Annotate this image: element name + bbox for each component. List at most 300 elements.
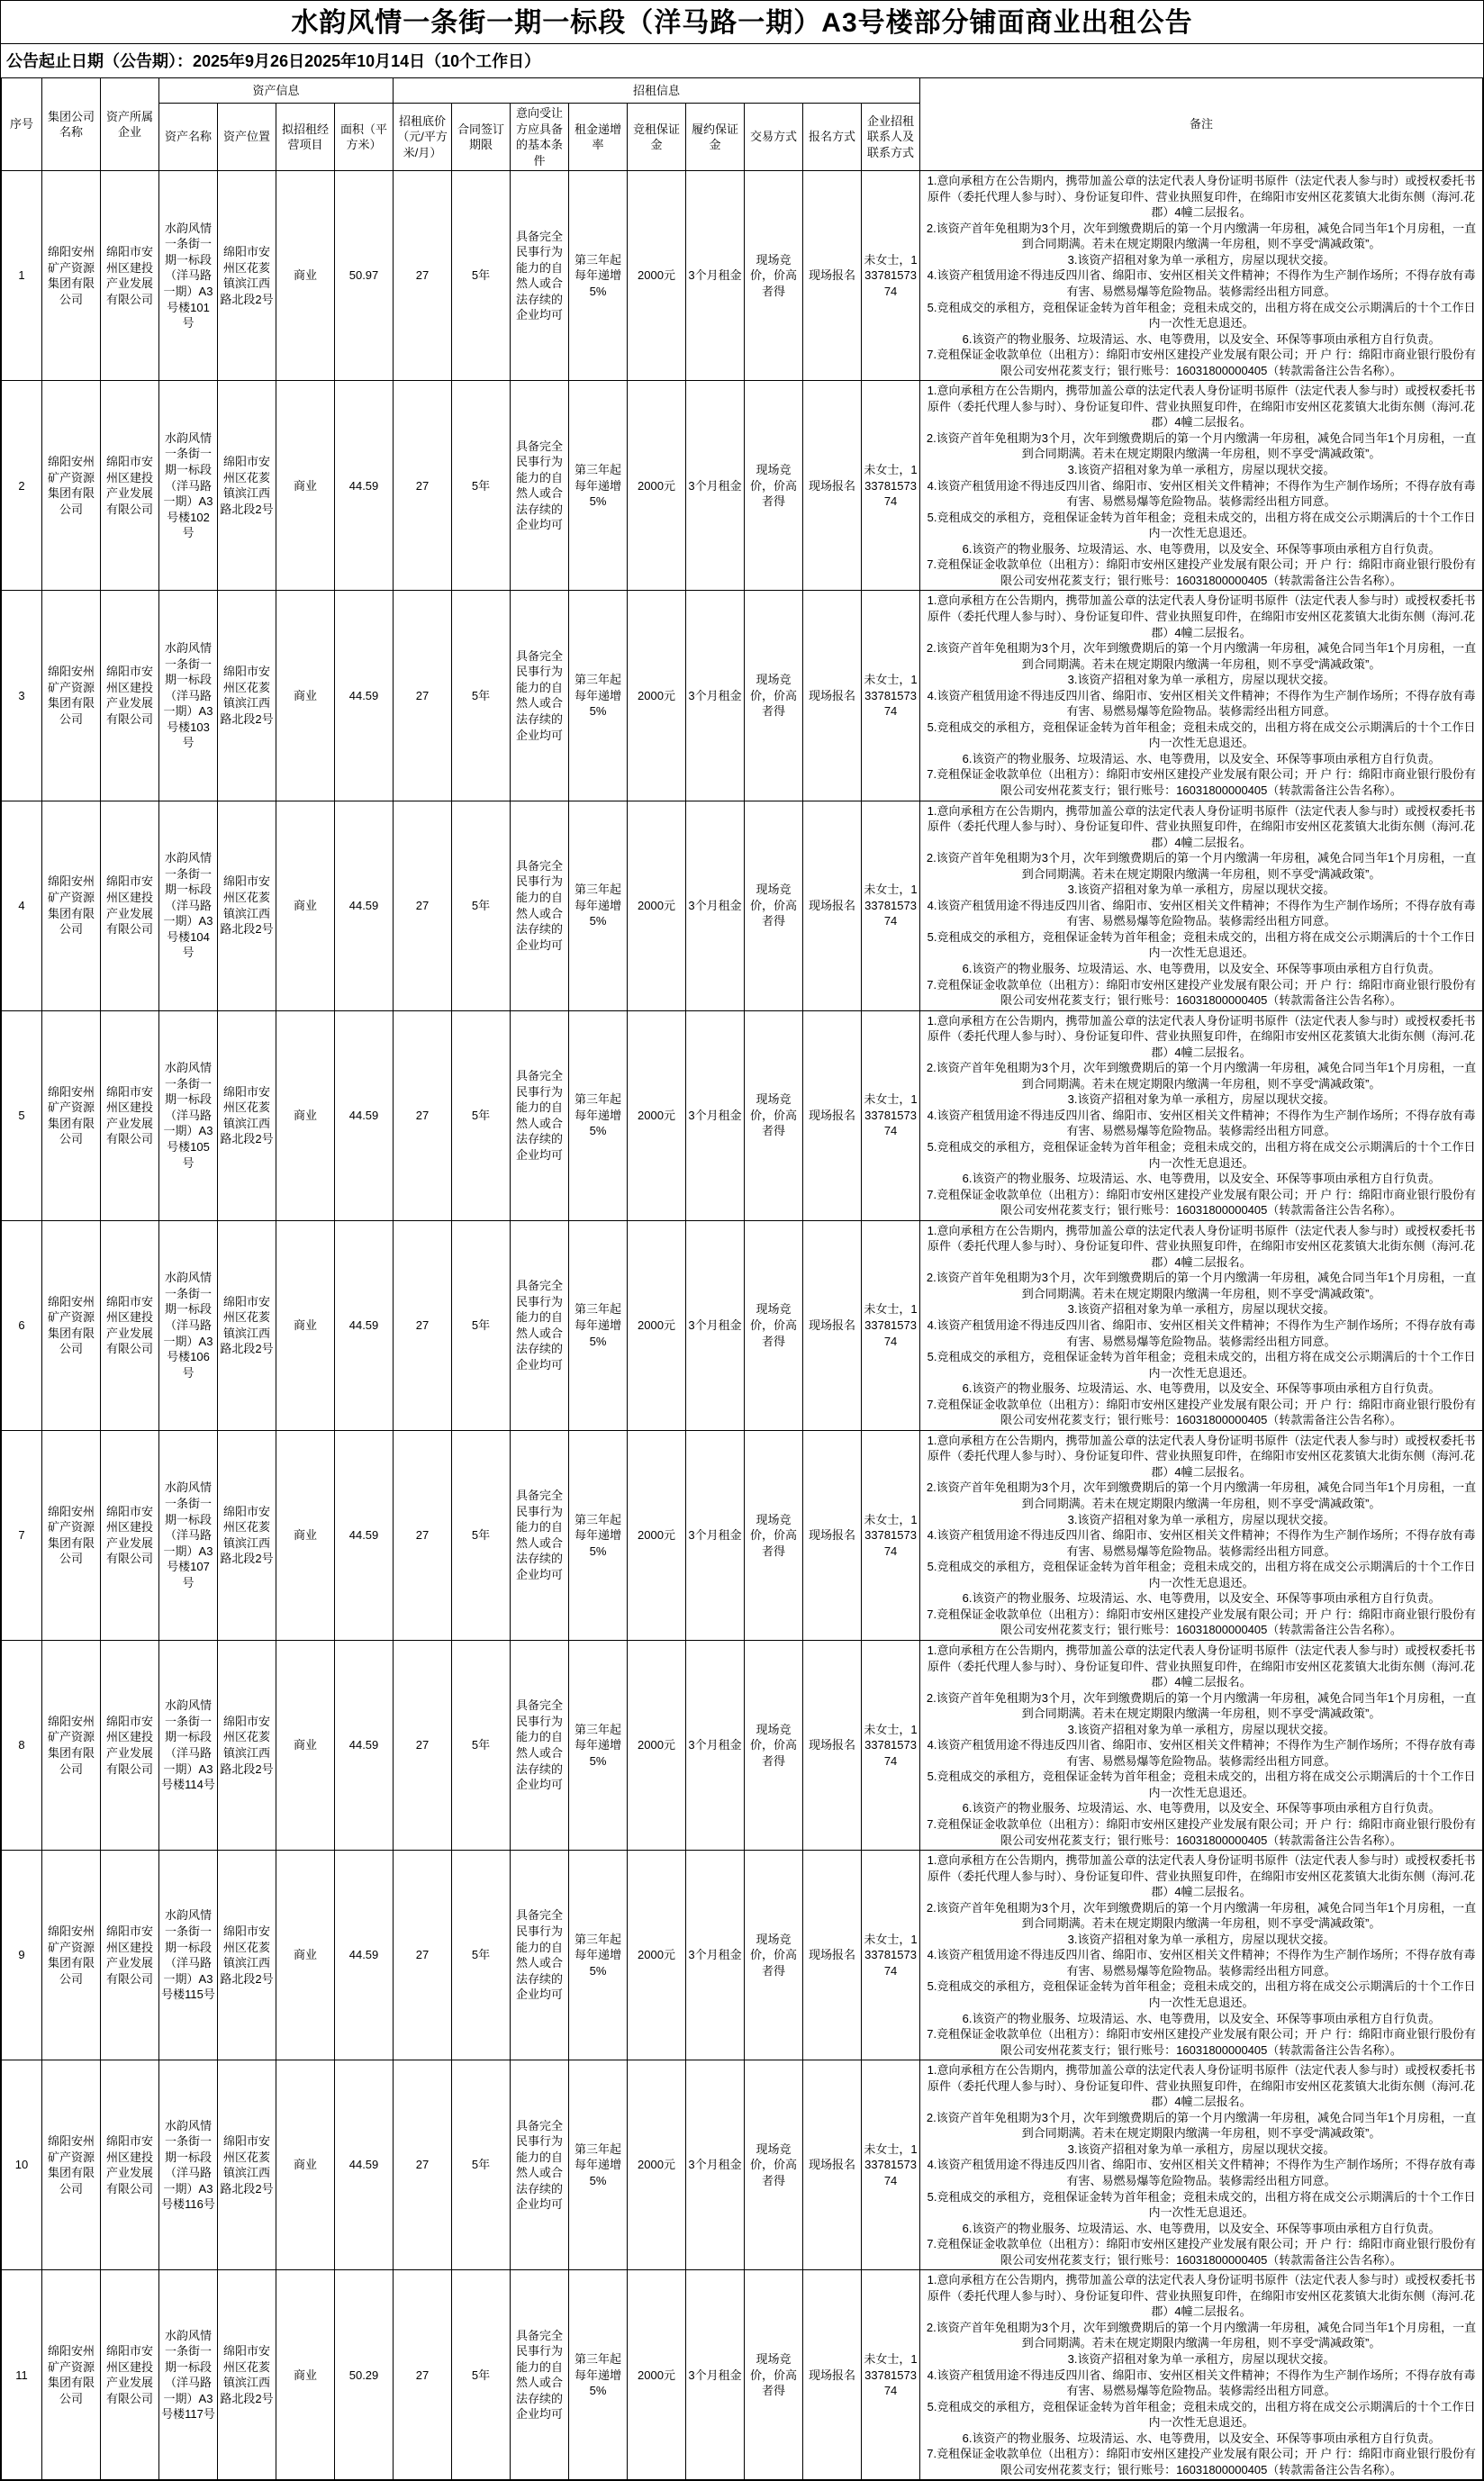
bid-deposit: 2000元 [628,171,686,381]
serial-number: 4 [2,801,42,1010]
group-company-name: 绵阳安州矿产资源集团有限公司 [42,1010,101,1220]
registration-method: 现场报名 [803,1430,862,1640]
base-rent-price: 27 [394,1640,452,1850]
performance-deposit: 3个月租金 [686,1010,745,1220]
remarks-item: 4.该资产租赁用途不得违反四川省、绵阳市、安州区相关文件精神；不得作为生产制作场所；不得存放有毒有害、易燃易爆等危险物品。装修需经出租方同意。 [927,1738,1476,1768]
qualification-requirement: 具备完全民事行为能力的自然人或合法存续的企业均可 [511,801,569,1010]
base-rent-price: 27 [394,1851,452,2060]
bid-deposit: 2000元 [628,1851,686,2060]
contract-term: 5年 [452,1851,511,2060]
serial-number: 2 [2,381,42,591]
table-row [2,2270,1483,2480]
remarks-item: 7.竞租保证金收款单位（出租方）：绵阳市安州区建投产业发展有限公司；开 户 行：绵阳市商业银行股份有限公司安州花荄支行；银行账号：16031800000405（转款需备注公告名称）。 [927,767,1476,797]
remarks-cell [920,1430,1483,1640]
asset-location: 绵阳市安州区花荄镇滨江西路北段2号 [218,1220,276,1430]
table-row [2,2060,1483,2270]
planned-business: 商业 [276,2060,335,2270]
rent-increase-rate: 第三年起每年递增5% [569,171,628,381]
remarks-item: 6.该资产的物业服务、垃圾清运、水、电等费用，以及安全、环保等事项由承租方自行负责。 [962,2011,1441,2025]
rent-increase-rate: 第三年起每年递增5% [569,1430,628,1640]
transaction-method: 现场竞价，价高者得 [745,1010,803,1220]
remarks-cell [920,1640,1483,1850]
asset-name: 水韵风情一条街一期一标段（洋马路一期）A3号楼115号 [159,1851,218,2060]
planned-business: 商业 [276,801,335,1010]
asset-location: 绵阳市安州区花荄镇滨江西路北段2号 [218,381,276,591]
remarks-cell [920,2270,1483,2480]
col-header-rent-increase: 租金递增率 [569,104,628,171]
remarks-item: 2.该资产首年免租期为3个月，次年到缴费期后的第一个月内缴满一年房租，减免合同当年1个月房租，一直到合同期满。若未在规定期限内缴满一年房租，则不享受“满减政策”。 [926,2110,1477,2141]
asset-owner-company: 绵阳市安州区建投产业发展有限公司 [101,381,159,591]
area-value: 50.97 [335,171,394,381]
table-row [2,591,1483,801]
contract-term: 5年 [452,1430,511,1640]
remarks-item: 3.该资产招租对象为单一承租方，房屋以现状交接。 [1067,1722,1335,1736]
remarks-item: 2.该资产首年免租期为3个月，次年到缴费期后的第一个月内缴满一年房租，减免合同当年1个月房租，一直到合同期满。若未在规定期限内缴满一年房租，则不享受“满减政策”。 [926,1900,1477,1931]
asset-location: 绵阳市安州区花荄镇滨江西路北段2号 [218,801,276,1010]
remarks-item: 2.该资产首年免租期为3个月，次年到缴费期后的第一个月内缴满一年房租，减免合同当年1个月房租，一直到合同期满。若未在规定期限内缴满一年房租，则不享受“满减政策”。 [926,851,1477,881]
remarks-item: 6.该资产的物业服务、垃圾清运、水、电等费用，以及安全、环保等事项由承租方自行负责。 [962,541,1441,556]
registration-method: 现场报名 [803,1220,862,1430]
remarks-item: 4.该资产租赁用途不得违反四川省、绵阳市、安州区相关文件精神；不得作为生产制作场所；不得存放有毒有害、易燃易爆等危险物品。装修需经出租方同意。 [927,1528,1476,1558]
remarks-item: 3.该资产招租对象为单一承租方，房屋以现状交接。 [1067,2352,1335,2367]
col-header-owner-company: 资产所属企业 [101,78,159,171]
remarks-item: 2.该资产首年免租期为3个月，次年到缴费期后的第一个月内缴满一年房租，减免合同当年1个月房租，一直到合同期满。若未在规定期限内缴满一年房租，则不享受“满减政策”。 [926,1061,1477,1091]
remarks-cell [920,1220,1483,1430]
contract-term: 5年 [452,1220,511,1430]
remarks-item: 1.意向承租方在公告期内，携带加盖公章的法定代表人身份证明书原件（法定代表人参与时）或授权委托书原件（委托代理人参与时）、身份证复印件、营业执照复印件，在绵阳市安州区花荄镇大北街东侧（海河.花郡）4幢二层报名。 [927,1643,1476,1689]
bid-deposit: 2000元 [628,381,686,591]
remarks-item: 5.竞租成交的承租方，竞租保证金转为首年租金；竞租未成交的，出租方将在成交公示期满后的十个工作日内一次性无息退还。 [927,300,1476,330]
base-rent-price: 27 [394,591,452,801]
remarks-item: 4.该资产租赁用途不得违反四川省、绵阳市、安州区相关文件精神；不得作为生产制作场所；不得存放有毒有害、易燃易爆等危险物品。装修需经出租方同意。 [927,688,1476,719]
bid-deposit: 2000元 [628,1010,686,1220]
area-value: 44.59 [335,1851,394,2060]
registration-method: 现场报名 [803,2060,862,2270]
area-value: 44.59 [335,801,394,1010]
base-rent-price: 27 [394,381,452,591]
asset-name: 水韵风情一条街一期一标段（洋马路一期）A3号楼102号 [159,381,218,591]
remarks-item: 2.该资产首年免租期为3个月，次年到缴费期后的第一个月内缴满一年房租，减免合同当年1个月房租，一直到合同期满。若未在规定期限内缴满一年房租，则不享受“满减政策”。 [926,1480,1477,1511]
serial-number: 7 [2,1430,42,1640]
remarks-cell [920,801,1483,1010]
bid-deposit: 2000元 [628,591,686,801]
remarks-item: 6.该资产的物业服务、垃圾清运、水、电等费用，以及安全、环保等事项由承租方自行负责。 [962,331,1441,346]
remarks-item: 5.竞租成交的承租方，竞租保证金转为首年租金；竞租未成交的，出租方将在成交公示期满后的十个工作日内一次性无息退还。 [927,1560,1476,1589]
remarks-item: 7.竞租保证金收款单位（出租方）：绵阳市安州区建投产业发展有限公司；开 户 行：绵阳市商业银行股份有限公司安州花荄支行；银行账号：16031800000405（转款需备注公告名称）。 [927,1607,1476,1637]
group-company-name: 绵阳安州矿产资源集团有限公司 [42,591,101,801]
asset-location: 绵阳市安州区花荄镇滨江西路北段2号 [218,1640,276,1850]
remarks-item: 1.意向承租方在公告期内，携带加盖公章的法定代表人身份证明书原件（法定代表人参与时）或授权委托书原件（委托代理人参与时）、身份证复印件、营业执照复印件，在绵阳市安州区花荄镇大北街东侧（海河.花郡）4幢二层报名。 [927,1223,1476,1269]
qualification-requirement: 具备完全民事行为能力的自然人或合法存续的企业均可 [511,1010,569,1220]
asset-name: 水韵风情一条街一期一标段（洋马路一期）A3号楼105号 [159,1010,218,1220]
group-company-name: 绵阳安州矿产资源集团有限公司 [42,1430,101,1640]
col-header-planned-business: 拟招租经营项目 [276,104,335,171]
qualification-requirement: 具备完全民事行为能力的自然人或合法存续的企业均可 [511,381,569,591]
remarks-item: 5.竞租成交的承租方，竞租保证金转为首年租金；竞租未成交的，出租方将在成交公示期满后的十个工作日内一次性无息退还。 [927,1979,1476,2009]
remarks-item: 7.竞租保证金收款单位（出租方）：绵阳市安州区建投产业发展有限公司；开 户 行：绵阳市商业银行股份有限公司安州花荄支行；银行账号：16031800000405（转款需备注公告名称）。 [927,2237,1476,2267]
bid-deposit: 2000元 [628,1220,686,1430]
remarks-item: 6.该资产的物业服务、垃圾清运、水、电等费用，以及安全、环保等事项由承租方自行负责。 [962,1591,1441,1606]
remarks-item: 3.该资产招租对象为单一承租方，房屋以现状交接。 [1067,2141,1335,2156]
remarks-item: 5.竞租成交的承租方，竞租保证金转为首年租金；竞租未成交的，出租方将在成交公示期满后的十个工作日内一次性无息退还。 [927,1770,1476,1799]
col-header-qualification: 意向受让方应具备的基本条件 [511,104,569,171]
asset-owner-company: 绵阳市安州区建投产业发展有限公司 [101,1851,159,2060]
contact-info: 未女士，13378157374 [862,1010,920,1220]
performance-deposit: 3个月租金 [686,1430,745,1640]
rent-increase-rate: 第三年起每年递增5% [569,381,628,591]
registration-method: 现场报名 [803,2270,862,2480]
group-company-name: 绵阳安州矿产资源集团有限公司 [42,1220,101,1430]
col-header-bid-deposit: 竞租保证金 [628,104,686,171]
base-rent-price: 27 [394,2270,452,2480]
planned-business: 商业 [276,1851,335,2060]
col-header-remarks: 备注 [920,78,1483,171]
table-body [2,171,1483,2480]
qualification-requirement: 具备完全民事行为能力的自然人或合法存续的企业均可 [511,1220,569,1430]
asset-name: 水韵风情一条街一期一标段（洋马路一期）A3号楼114号 [159,1640,218,1850]
rent-increase-rate: 第三年起每年递增5% [569,591,628,801]
group-header-leasing-info: 招租信息 [394,78,920,104]
col-header-contact: 企业招租联系人及联系方式 [862,104,920,171]
asset-owner-company: 绵阳市安州区建投产业发展有限公司 [101,2270,159,2480]
asset-location: 绵阳市安州区花荄镇滨江西路北段2号 [218,2270,276,2480]
remarks-cell [920,1010,1483,1220]
col-header-group-company: 集团公司名称 [42,78,101,171]
asset-location: 绵阳市安州区花荄镇滨江西路北段2号 [218,591,276,801]
remarks-item: 4.该资产租赁用途不得违反四川省、绵阳市、安州区相关文件精神；不得作为生产制作场所；不得存放有毒有害、易燃易爆等危险物品。装修需经出租方同意。 [927,898,1476,928]
group-company-name: 绵阳安州矿产资源集团有限公司 [42,2060,101,2270]
remarks-item: 6.该资产的物业服务、垃圾清运、水、电等费用，以及安全、环保等事项由承租方自行负责。 [962,1381,1441,1396]
base-rent-price: 27 [394,171,452,381]
asset-location: 绵阳市安州区花荄镇滨江西路北段2号 [218,1851,276,2060]
area-value: 44.59 [335,591,394,801]
remarks-item: 3.该资产招租对象为单一承租方，房屋以现状交接。 [1067,1512,1335,1526]
contact-info: 未女士，13378157374 [862,1851,920,2060]
bid-deposit: 2000元 [628,1430,686,1640]
planned-business: 商业 [276,1640,335,1850]
planned-business: 商业 [276,1220,335,1430]
asset-owner-company: 绵阳市安州区建投产业发展有限公司 [101,1010,159,1220]
area-value: 44.59 [335,2060,394,2270]
remarks-item: 7.竞租保证金收款单位（出租方）：绵阳市安州区建投产业发展有限公司；开 户 行：绵阳市商业银行股份有限公司安州花荄支行；银行账号：16031800000405（转款需备注公告名称）。 [927,1816,1476,1847]
qualification-requirement: 具备完全民事行为能力的自然人或合法存续的企业均可 [511,591,569,801]
asset-owner-company: 绵阳市安州区建投产业发展有限公司 [101,1430,159,1640]
remarks-item: 6.该资产的物业服务、垃圾清运、水、电等费用，以及安全、环保等事项由承租方自行负责。 [962,2431,1441,2445]
transaction-method: 现场竞价，价高者得 [745,2060,803,2270]
performance-deposit: 3个月租金 [686,381,745,591]
remarks-item: 7.竞租保证金收款单位（出租方）：绵阳市安州区建投产业发展有限公司；开 户 行：绵阳市商业银行股份有限公司安州花荄支行；银行账号：16031800000405（转款需备注公告名称）。 [927,2447,1476,2476]
qualification-requirement: 具备完全民事行为能力的自然人或合法存续的企业均可 [511,1851,569,2060]
remarks-item: 1.意向承租方在公告期内，携带加盖公章的法定代表人身份证明书原件（法定代表人参与时）或授权委托书原件（委托代理人参与时）、身份证复印件、营业执照复印件，在绵阳市安州区花荄镇大北街东侧（海河.花郡）4幢二层报名。 [927,803,1476,849]
group-company-name: 绵阳安州矿产资源集团有限公司 [42,1851,101,2060]
remarks-item: 3.该资产招租对象为单一承租方，房屋以现状交接。 [1067,1932,1335,1946]
announcement-period: 公告起止日期（公告期）：2025年9月26日2025年10月14日（10个工作日） [6,52,541,70]
remarks-item: 1.意向承租方在公告期内，携带加盖公章的法定代表人身份证明书原件（法定代表人参与时）或授权委托书原件（委托代理人参与时）、身份证复印件、营业执照复印件，在绵阳市安州区花荄镇大北街东侧（海河.花郡）4幢二层报名。 [927,174,1476,220]
serial-number: 8 [2,1640,42,1850]
performance-deposit: 3个月租金 [686,1220,745,1430]
registration-method: 现场报名 [803,381,862,591]
remarks-item: 5.竞租成交的承租方，竞租保证金转为首年租金；竞租未成交的，出租方将在成交公示期满后的十个工作日内一次性无息退还。 [927,2189,1476,2220]
planned-business: 商业 [276,2270,335,2480]
contract-term: 5年 [452,2060,511,2270]
transaction-method: 现场竞价，价高者得 [745,1640,803,1850]
transaction-method: 现场竞价，价高者得 [745,2270,803,2480]
transaction-method: 现场竞价，价高者得 [745,801,803,1010]
area-value: 44.59 [335,1430,394,1640]
remarks-item: 6.该资产的物业服务、垃圾清运、水、电等费用，以及安全、环保等事项由承租方自行负责。 [962,751,1441,765]
planned-business: 商业 [276,1430,335,1640]
col-header-contract-term: 合同签订期限 [452,104,511,171]
asset-name: 水韵风情一条街一期一标段（洋马路一期）A3号楼117号 [159,2270,218,2480]
qualification-requirement: 具备完全民事行为能力的自然人或合法存续的企业均可 [511,1430,569,1640]
transaction-method: 现场竞价，价高者得 [745,1220,803,1430]
header-group-row [2,78,1483,104]
performance-deposit: 3个月租金 [686,1851,745,2060]
remarks-item: 3.该资产招租对象为单一承租方，房屋以现状交接。 [1067,1302,1335,1317]
base-rent-price: 27 [394,1220,452,1430]
group-company-name: 绵阳安州矿产资源集团有限公司 [42,171,101,381]
table-header [2,78,1483,171]
asset-name: 水韵风情一条街一期一标段（洋马路一期）A3号楼104号 [159,801,218,1010]
remarks-item: 4.该资产租赁用途不得违反四川省、绵阳市、安州区相关文件精神；不得作为生产制作场所；不得存放有毒有害、易燃易爆等危险物品。装修需经出租方同意。 [927,1108,1476,1138]
remarks-item: 1.意向承租方在公告期内，携带加盖公章的法定代表人身份证明书原件（法定代表人参与时）或授权委托书原件（委托代理人参与时）、身份证复印件、营业执照复印件，在绵阳市安州区花荄镇大北街东侧（海河.花郡）4幢二层报名。 [927,593,1476,639]
remarks-item: 7.竞租保证金收款单位（出租方）：绵阳市安州区建投产业发展有限公司；开 户 行：绵阳市商业银行股份有限公司安州花荄支行；银行账号：16031800000405（转款需备注公告名称）。 [927,348,1476,377]
table-row [2,171,1483,381]
table-row [2,1430,1483,1640]
serial-number: 5 [2,1010,42,1220]
remarks-item: 1.意向承租方在公告期内，携带加盖公章的法定代表人身份证明书原件（法定代表人参与时）或授权委托书原件（委托代理人参与时）、身份证复印件、营业执照复印件，在绵阳市安州区花荄镇大北街东侧（海河.花郡）4幢二层报名。 [927,384,1476,430]
performance-deposit: 3个月租金 [686,591,745,801]
remarks-item: 1.意向承租方在公告期内，携带加盖公章的法定代表人身份证明书原件（法定代表人参与时）或授权委托书原件（委托代理人参与时）、身份证复印件、营业执照复印件，在绵阳市安州区花荄镇大北街东侧（海河.花郡）4幢二层报名。 [927,2273,1476,2319]
base-rent-price: 27 [394,2060,452,2270]
remarks-item: 6.该资产的物业服务、垃圾清运、水、电等费用，以及安全、环保等事项由承租方自行负责。 [962,961,1441,975]
contract-term: 5年 [452,801,511,1010]
asset-name: 水韵风情一条街一期一标段（洋马路一期）A3号楼107号 [159,1430,218,1640]
contact-info: 未女士，13378157374 [862,591,920,801]
page-title: 水韵风情一条街一期一标段（洋马路一期）A3号楼部分铺面商业出租公告 [1,1,1483,44]
transaction-method: 现场竞价，价高者得 [745,171,803,381]
remarks-cell [920,381,1483,591]
serial-number: 11 [2,2270,42,2480]
remarks-item: 1.意向承租方在公告期内，携带加盖公章的法定代表人身份证明书原件（法定代表人参与时）或授权委托书原件（委托代理人参与时）、身份证复印件、营业执照复印件，在绵阳市安州区花荄镇大北街东侧（海河.花郡）4幢二层报名。 [927,1013,1476,1059]
remarks-cell [920,1851,1483,2060]
col-header-performance-deposit: 履约保证金 [686,104,745,171]
planned-business: 商业 [276,171,335,381]
asset-owner-company: 绵阳市安州区建投产业发展有限公司 [101,1640,159,1850]
remarks-item: 2.该资产首年免租期为3个月，次年到缴费期后的第一个月内缴满一年房租，减免合同当年1个月房租，一直到合同期满。若未在规定期限内缴满一年房租，则不享受“满减政策”。 [926,221,1477,251]
area-value: 44.59 [335,1010,394,1220]
remarks-item: 2.该资产首年免租期为3个月，次年到缴费期后的第一个月内缴满一年房租，减免合同当年1个月房租，一直到合同期满。若未在规定期限内缴满一年房租，则不享受“满减政策”。 [926,2320,1477,2350]
asset-name: 水韵风情一条街一期一标段（洋马路一期）A3号楼103号 [159,591,218,801]
serial-number: 10 [2,2060,42,2270]
contract-term: 5年 [452,591,511,801]
performance-deposit: 3个月租金 [686,801,745,1010]
remarks-item: 4.该资产租赁用途不得违反四川省、绵阳市、安州区相关文件精神；不得作为生产制作场所；不得存放有毒有害、易燃易爆等危险物品。装修需经出租方同意。 [927,478,1476,509]
asset-name: 水韵风情一条街一期一标段（洋马路一期）A3号楼101号 [159,171,218,381]
group-company-name: 绵阳安州矿产资源集团有限公司 [42,801,101,1010]
qualification-requirement: 具备完全民事行为能力的自然人或合法存续的企业均可 [511,171,569,381]
transaction-method: 现场竞价，价高者得 [745,381,803,591]
serial-number: 9 [2,1851,42,2060]
planned-business: 商业 [276,381,335,591]
registration-method: 现场报名 [803,171,862,381]
remarks-item: 5.竞租成交的承租方，竞租保证金转为首年租金；竞租未成交的，出租方将在成交公示期满后的十个工作日内一次性无息退还。 [927,929,1476,960]
contact-info: 未女士，13378157374 [862,801,920,1010]
contact-info: 未女士，13378157374 [862,1220,920,1430]
planned-business: 商业 [276,591,335,801]
col-header-transaction-method: 交易方式 [745,104,803,171]
transaction-method: 现场竞价，价高者得 [745,591,803,801]
table-row [2,1640,1483,1850]
col-header-serial: 序号 [2,78,42,171]
contract-term: 5年 [452,1640,511,1850]
remarks-item: 4.该资产租赁用途不得违反四川省、绵阳市、安州区相关文件精神；不得作为生产制作场所；不得存放有毒有害、易燃易爆等危险物品。装修需经出租方同意。 [927,268,1476,299]
remarks-item: 4.该资产租赁用途不得违反四川省、绵阳市、安州区相关文件精神；不得作为生产制作场所；不得存放有毒有害、易燃易爆等危险物品。装修需经出租方同意。 [927,2158,1476,2187]
remarks-item: 6.该资产的物业服务、垃圾清运、水、电等费用，以及安全、环保等事项由承租方自行负责。 [962,1172,1441,1186]
remarks-item: 7.竞租保证金收款单位（出租方）：绵阳市安州区建投产业发展有限公司；开 户 行：绵阳市商业银行股份有限公司安州花荄支行；银行账号：16031800000405（转款需备注公告名称）。 [927,977,1476,1008]
performance-deposit: 3个月租金 [686,171,745,381]
performance-deposit: 3个月租金 [686,1640,745,1850]
rental-table [1,77,1483,2480]
remarks-item: 5.竞租成交的承租方，竞租保证金转为首年租金；竞租未成交的，出租方将在成交公示期满后的十个工作日内一次性无息退还。 [927,1350,1476,1380]
registration-method: 现场报名 [803,1851,862,2060]
remarks-item: 3.该资产招租对象为单一承租方，房屋以现状交接。 [1067,673,1335,687]
remarks-cell [920,2060,1483,2270]
contract-term: 5年 [452,381,511,591]
rent-increase-rate: 第三年起每年递增5% [569,1010,628,1220]
rent-increase-rate: 第三年起每年递增5% [569,1851,628,2060]
asset-location: 绵阳市安州区花荄镇滨江西路北段2号 [218,1430,276,1640]
base-rent-price: 27 [394,1430,452,1640]
asset-location: 绵阳市安州区花荄镇滨江西路北段2号 [218,171,276,381]
qualification-requirement: 具备完全民事行为能力的自然人或合法存续的企业均可 [511,2270,569,2480]
base-rent-price: 27 [394,1010,452,1220]
group-header-asset-info: 资产信息 [159,78,394,104]
remarks-item: 6.该资产的物业服务、垃圾清运、水、电等费用，以及安全、环保等事项由承租方自行负责。 [962,2221,1441,2235]
qualification-requirement: 具备完全民事行为能力的自然人或合法存续的企业均可 [511,1640,569,1850]
contract-term: 5年 [452,2270,511,2480]
group-company-name: 绵阳安州矿产资源集团有限公司 [42,381,101,591]
table-row [2,1851,1483,2060]
area-value: 50.29 [335,2270,394,2480]
registration-method: 现场报名 [803,1640,862,1850]
group-company-name: 绵阳安州矿产资源集团有限公司 [42,1640,101,1850]
remarks-item: 3.该资产招租对象为单一承租方，房屋以现状交接。 [1067,883,1335,897]
transaction-method: 现场竞价，价高者得 [745,1430,803,1640]
asset-location: 绵阳市安州区花荄镇滨江西路北段2号 [218,2060,276,2270]
serial-number: 3 [2,591,42,801]
performance-deposit: 3个月租金 [686,2270,745,2480]
registration-method: 现场报名 [803,1010,862,1220]
col-header-base-price: 招租底价（元/平方米/月） [394,104,452,171]
asset-owner-company: 绵阳市安州区建投产业发展有限公司 [101,591,159,801]
remarks-item: 1.意向承租方在公告期内，携带加盖公章的法定代表人身份证明书原件（法定代表人参与时）或授权委托书原件（委托代理人参与时）、身份证复印件、营业执照复印件，在绵阳市安州区花荄镇大北街东侧（海河.花郡）4幢二层报名。 [927,2063,1476,2109]
transaction-method: 现场竞价，价高者得 [745,1851,803,2060]
remarks-item: 2.该资产首年免租期为3个月，次年到缴费期后的第一个月内缴满一年房租，减免合同当年1个月房租，一直到合同期满。若未在规定期限内缴满一年房租，则不享受“满减政策”。 [926,430,1477,461]
rent-increase-rate: 第三年起每年递增5% [569,1220,628,1430]
asset-location: 绵阳市安州区花荄镇滨江西路北段2号 [218,1010,276,1220]
contact-info: 未女士，13378157374 [862,1430,920,1640]
qualification-requirement: 具备完全民事行为能力的自然人或合法存续的企业均可 [511,2060,569,2270]
rent-increase-rate: 第三年起每年递增5% [569,2270,628,2480]
serial-number: 1 [2,171,42,381]
registration-method: 现场报名 [803,801,862,1010]
area-value: 44.59 [335,381,394,591]
remarks-item: 1.意向承租方在公告期内，携带加盖公章的法定代表人身份证明书原件（法定代表人参与时）或授权委托书原件（委托代理人参与时）、身份证复印件、营业执照复印件，在绵阳市安州区花荄镇大北街东侧（海河.花郡）4幢二层报名。 [927,1433,1476,1479]
col-header-area: 面积（平方米） [335,104,394,171]
area-value: 44.59 [335,1220,394,1430]
group-company-name: 绵阳安州矿产资源集团有限公司 [42,2270,101,2480]
asset-owner-company: 绵阳市安州区建投产业发展有限公司 [101,2060,159,2270]
bid-deposit: 2000元 [628,801,686,1010]
remarks-item: 3.该资产招租对象为单一承租方，房屋以现状交接。 [1067,463,1335,477]
rent-increase-rate: 第三年起每年递增5% [569,2060,628,2270]
contact-info: 未女士，13378157374 [862,2060,920,2270]
contract-term: 5年 [452,171,511,381]
rent-increase-rate: 第三年起每年递增5% [569,801,628,1010]
rent-increase-rate: 第三年起每年递增5% [569,1640,628,1850]
remarks-cell [920,591,1483,801]
registration-method: 现场报名 [803,591,862,801]
bid-deposit: 2000元 [628,2270,686,2480]
remarks-item: 2.该资产首年免租期为3个月，次年到缴费期后的第一个月内缴满一年房租，减免合同当年1个月房租，一直到合同期满。若未在规定期限内缴满一年房租，则不享受“满减政策”。 [926,1690,1477,1721]
remarks-cell [920,171,1483,381]
table-row [2,381,1483,591]
remarks-item: 4.该资产租赁用途不得违反四川省、绵阳市、安州区相关文件精神；不得作为生产制作场所；不得存放有毒有害、易燃易爆等危险物品。装修需经出租方同意。 [927,1318,1476,1348]
remarks-item: 2.该资产首年免租期为3个月，次年到缴费期后的第一个月内缴满一年房租，减免合同当年1个月房租，一直到合同期满。若未在规定期限内缴满一年房租，则不享受“满减政策”。 [926,641,1477,671]
asset-owner-company: 绵阳市安州区建投产业发展有限公司 [101,171,159,381]
table-row [2,1220,1483,1430]
remarks-item: 5.竞租成交的承租方，竞租保证金转为首年租金；竞租未成交的，出租方将在成交公示期满后的十个工作日内一次性无息退还。 [927,1140,1476,1170]
col-header-asset-name: 资产名称 [159,104,218,171]
remarks-item: 5.竞租成交的承租方，竞租保证金转为首年租金；竞租未成交的，出租方将在成交公示期满后的十个工作日内一次性无息退还。 [927,2399,1476,2430]
asset-owner-company: 绵阳市安州区建投产业发展有限公司 [101,1220,159,1430]
remarks-item: 7.竞租保证金收款单位（出租方）：绵阳市安州区建投产业发展有限公司；开 户 行：绵阳市商业银行股份有限公司安州花荄支行；银行账号：16031800000405（转款需备注公告名称）。 [927,2027,1476,2057]
table-row [2,801,1483,1010]
asset-name: 水韵风情一条街一期一标段（洋马路一期）A3号楼116号 [159,2060,218,2270]
performance-deposit: 3个月租金 [686,2060,745,2270]
remarks-item: 5.竞租成交的承租方，竞租保证金转为首年租金；竞租未成交的，出租方将在成交公示期满后的十个工作日内一次性无息退还。 [927,720,1476,750]
serial-number: 6 [2,1220,42,1430]
contact-info: 未女士，13378157374 [862,171,920,381]
base-rent-price: 27 [394,801,452,1010]
contact-info: 未女士，13378157374 [862,381,920,591]
bid-deposit: 2000元 [628,1640,686,1850]
remarks-item: 7.竞租保证金收款单位（出租方）：绵阳市安州区建投产业发展有限公司；开 户 行：绵阳市商业银行股份有限公司安州花荄支行；银行账号：16031800000405（转款需备注公告名称）。 [927,557,1476,587]
remarks-item: 3.该资产招租对象为单一承租方，房屋以现状交接。 [1067,1092,1335,1107]
contract-term: 5年 [452,1010,511,1220]
col-header-asset-location: 资产位置 [218,104,276,171]
asset-owner-company: 绵阳市安州区建投产业发展有限公司 [101,801,159,1010]
table-row [2,1010,1483,1220]
remarks-item: 5.竞租成交的承租方，竞租保证金转为首年租金；竞租未成交的，出租方将在成交公示期满后的十个工作日内一次性无息退还。 [927,510,1476,540]
contact-info: 未女士，13378157374 [862,1640,920,1850]
remarks-item: 6.该资产的物业服务、垃圾清运、水、电等费用，以及安全、环保等事项由承租方自行负责。 [962,1801,1441,1815]
remarks-item: 1.意向承租方在公告期内，携带加盖公章的法定代表人身份证明书原件（法定代表人参与时）或授权委托书原件（委托代理人参与时）、身份证复印件、营业执照复印件，在绵阳市安州区花荄镇大北街东侧（海河.花郡）4幢二层报名。 [927,1853,1476,1899]
planned-business: 商业 [276,1010,335,1220]
asset-name: 水韵风情一条街一期一标段（洋马路一期）A3号楼106号 [159,1220,218,1430]
remarks-item: 3.该资产招租对象为单一承租方，房屋以现状交接。 [1067,252,1335,267]
contact-info: 未女士，13378157374 [862,2270,920,2480]
remarks-item: 4.该资产租赁用途不得违反四川省、绵阳市、安州区相关文件精神；不得作为生产制作场所；不得存放有毒有害、易燃易爆等危险物品。装修需经出租方同意。 [927,2368,1476,2398]
remarks-item: 7.竞租保证金收款单位（出租方）：绵阳市安州区建投产业发展有限公司；开 户 行：绵阳市商业银行股份有限公司安州花荄支行；银行账号：16031800000405（转款需备注公告名称）。 [927,1187,1476,1218]
bid-deposit: 2000元 [628,2060,686,2270]
remarks-item: 2.该资产首年免租期为3个月，次年到缴费期后的第一个月内缴满一年房租，减免合同当年1个月房租，一直到合同期满。若未在规定期限内缴满一年房租，则不享受“满减政策”。 [926,1271,1477,1300]
remarks-item: 4.该资产租赁用途不得违反四川省、绵阳市、安州区相关文件精神；不得作为生产制作场所；不得存放有毒有害、易燃易爆等危险物品。装修需经出租方同意。 [927,1948,1476,1978]
remarks-item: 7.竞租保证金收款单位（出租方）：绵阳市安州区建投产业发展有限公司；开 户 行：绵阳市商业银行股份有限公司安州花荄支行；银行账号：16031800000405（转款需备注公告名称）。 [927,1397,1476,1427]
col-header-registration-method: 报名方式 [803,104,862,171]
area-value: 44.59 [335,1640,394,1850]
